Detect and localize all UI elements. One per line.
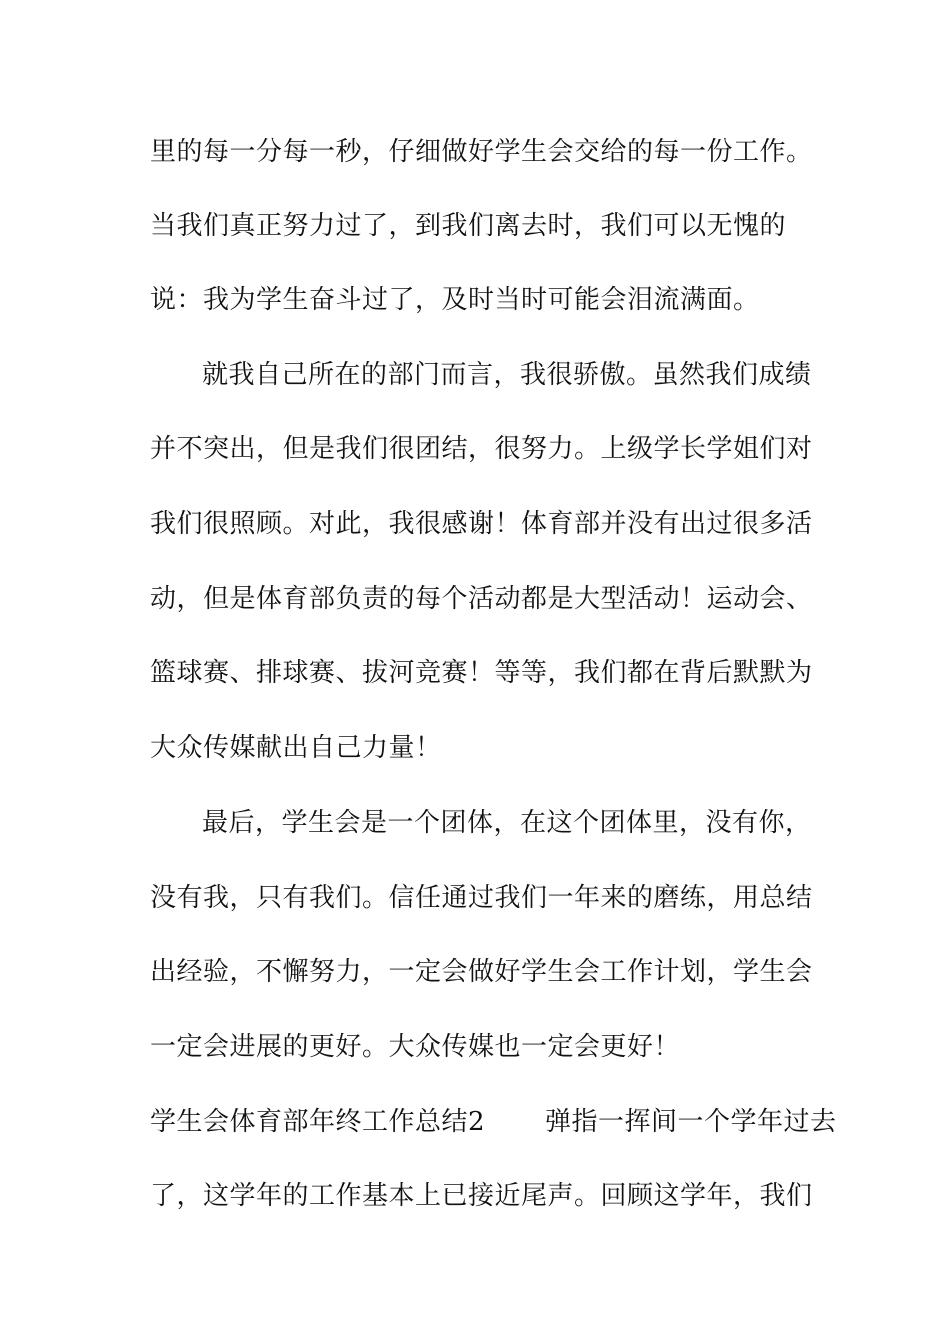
paragraph-line: 当我们真正努力过了，到我们离去时，我们可以无愧的 [150, 211, 787, 241]
section-title: 学生会体育部年终工作总结2 [150, 1107, 486, 1137]
paragraph-line: 了，这学年的工作基本上已接近尾声。回顾这学年，我们 [150, 1181, 813, 1211]
paragraph-line: 并不突出，但是我们很团结，很努力。上级学长学姐们对 [150, 434, 813, 464]
section-first-line: 弹指一挥间一个学年过去 [545, 1107, 837, 1137]
paragraph-line: 一定会进展的更好。大众传媒也一定会更好！ [150, 1032, 681, 1062]
paragraph-line: 就我自己所在的部门而言，我很骄傲。虽然我们成绩 [202, 360, 812, 390]
paragraph-line: 篮球赛、排球赛、拔河竞赛！等等，我们都在背后默默为 [150, 658, 813, 688]
paragraph-line: 大众传媒献出自己力量！ [150, 733, 442, 763]
paragraph-line: 动，但是体育部负责的每个活动都是大型活动！运动会、 [150, 584, 813, 614]
section-heading-line [150, 1107, 837, 1137]
paragraph-line: 最后，学生会是一个团体，在这个团体里，没有你， [202, 808, 812, 838]
paragraph-line: 里的每一分每一秒，仔细做好学生会交给的每一份工作。 [150, 137, 813, 167]
paragraph-line: 我们很照顾。对此，我很感谢！体育部并没有出过很多活 [150, 509, 813, 539]
paragraph-line: 说：我为学生奋斗过了，及时当时可能会泪流满面。 [150, 285, 760, 315]
paragraph-line: 没有我，只有我们。信任通过我们一年来的磨练，用总结 [150, 883, 813, 913]
paragraph-line: 出经验，不懈努力，一定会做好学生会工作计划，学生会 [150, 957, 813, 987]
